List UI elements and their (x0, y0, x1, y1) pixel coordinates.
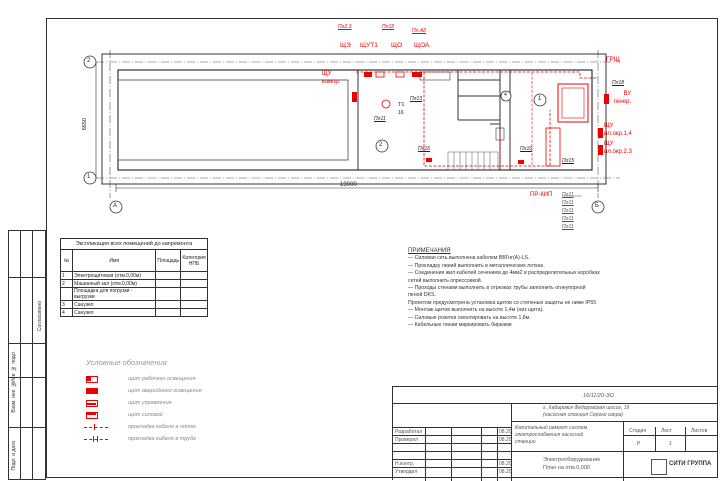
panel-shchu23-icon (598, 145, 603, 155)
tag-pla2: Пл.А2 (412, 28, 426, 34)
sheet-value: 1 (669, 441, 672, 447)
legend-item: прокладка кабеля в лотке (80, 421, 280, 433)
inner-wall (118, 70, 592, 170)
panel-vu-icon (604, 94, 609, 104)
work-title: Капитальный ремонт систем (515, 425, 588, 431)
floor-plan (0, 0, 720, 230)
sheet-header: Лист (661, 428, 672, 434)
legend-item: щит рабочего освещения (80, 373, 280, 385)
title-block: 16/11/20-ЭО г. Хабаровск Федоровская шоссе, 19 (насосная станция Серого озера) Капитальный ремонт систем электроснабжения насосной станции Стадия Лист Листов Р 1 Разработал Проверил Н.контр. Утвердил 08.20 08.20 08.20 08.20 Электрооборудование План на отм.0,000 СИТИ ГРУППА (392, 386, 718, 480)
explication-title: Экспликация всех помещений до капремонта (61, 239, 208, 250)
role-checker: Проверил (395, 437, 419, 443)
table-row: 4 Санузел (61, 309, 208, 317)
role-approver: Утвердил (395, 469, 418, 475)
work-title-2: электроснабжения насосной (515, 432, 584, 438)
address-2: (насосная станция Серого озера) (543, 412, 623, 418)
tag-list-1: Пл11 (562, 192, 574, 198)
axis-label-1: 1 (87, 174, 91, 180)
panel-shche-icon (364, 72, 372, 77)
emergency-light-panel-icon (84, 388, 108, 394)
dim-width: 19000 (340, 182, 357, 188)
col-area: Площадь (156, 250, 181, 272)
role-norm-control: Н.контр. (395, 461, 415, 467)
notes-block: ПРИМЕЧАНИЯ — Силовая сеть выполнена кабелем ВВГнг(А)-LS. — Прокладку линий выполнить в металлических лотках. — Соединения жил кабелей сечением до 4мм2 в распределительных коробках сетей выполнить опрессовкой. — Проходы стенами выполнить в отрезках трубы заполнить огнеупорной пеной DKS. Проектом предусмотрена установка щитов со степенью защиты не ниже IP55 — Монтаж щитов выполнить на высоте 1,4м (низ щита). — Силовые розетки смонтировать на высоте 1,8м. — Кабельные линии маркировать бирками (408, 248, 708, 329)
panel-shchut1-icon (376, 72, 384, 77)
power-panel-icon (84, 412, 108, 418)
room-1: 1 (538, 96, 542, 102)
control-panel-icon (84, 400, 108, 406)
stage-value: Р (637, 441, 641, 447)
address: г. Хабаровск Федоровская шоссе, 19 (543, 405, 630, 411)
sheets-header: Листов (691, 428, 708, 434)
legend-title: Условные обозначения (86, 358, 167, 367)
room-2: 2 (379, 142, 383, 148)
doc-code: 16/11/20-ЭО (583, 393, 614, 399)
loading-area (118, 80, 348, 160)
side-label-inv: Инв. № подл. (11, 351, 17, 383)
dim-height: 6650 (82, 118, 88, 131)
cable-pipe-icon (84, 436, 108, 442)
axis-label-a: А (113, 203, 118, 209)
tag-list-3: Пл11 (562, 208, 574, 214)
col-name: Имя (73, 250, 156, 272)
socket-2-icon (426, 158, 432, 162)
label-shchut1: ЩУТ1 (360, 42, 378, 49)
label-vu-gener: ВУ генер. (614, 91, 632, 105)
panel-shchoa-icon (412, 72, 422, 77)
tag-pl18: Пл18 (612, 80, 625, 86)
tag-pl13: Пл13 (410, 96, 423, 102)
label-shche: ЩЭ (340, 42, 351, 49)
tag-pl16b: Пл16 (520, 146, 533, 152)
tag-pl15: Пл15 (562, 158, 575, 164)
label-prkip: ПР-КИП (530, 192, 553, 198)
label-shchu-il23: ЩУ ил.окр.2,3 (604, 141, 632, 155)
grshch-outline (558, 84, 588, 122)
logo-icon (651, 459, 667, 475)
work-title-3: станции (515, 439, 536, 445)
label-grshch: ГРЩ (606, 56, 620, 63)
room-4: 4 (504, 92, 507, 98)
label-shchu-kompr: ЩУ компр. (322, 71, 341, 85)
axis-label-2: 2 (87, 58, 91, 64)
working-light-panel-icon (84, 376, 108, 382)
label-t1-16: 16 (398, 110, 404, 116)
drawing-title: Электрооборудование (543, 457, 601, 463)
tag-list-2: Пл11 (562, 200, 574, 206)
panel-shchu-kompr-icon (352, 92, 357, 102)
role-developer: Разработал (395, 429, 423, 435)
side-label-agreed: Согласовано (37, 301, 43, 332)
cable-tray-icon (84, 424, 108, 430)
binding-band (8, 230, 46, 480)
tag-pl16: Пл16 (418, 146, 431, 152)
table-row: 1 Электрощитовая (отм.0,00м) (61, 272, 208, 280)
legend-item: прокладка кабеля в трубе (80, 433, 280, 445)
tag-list-5: Пл11 (562, 224, 574, 230)
col-number: № (61, 250, 73, 272)
cable-route-top (356, 72, 598, 78)
logo-text: СИТИ ГРУППА (669, 461, 712, 467)
table-row: Площадка для погрузки - выгрузки (61, 288, 208, 301)
legend-item: щит аварийного освещения (80, 385, 280, 397)
explication-table (60, 238, 208, 317)
legend-item: щит силовой (80, 409, 280, 421)
label-shchoa: ЩОА (414, 42, 430, 49)
drawing-title-2: План на отм.0,000 (543, 465, 590, 471)
label-shcho: ЩО (391, 42, 403, 49)
legend-item: щит управления (80, 397, 280, 409)
label-t1: Т1 (398, 102, 405, 108)
motor-icon (382, 100, 390, 108)
tag-pl12: Пл12 (382, 24, 395, 30)
tag-pl23: Пл2.3 (338, 24, 352, 30)
col-category: Категория НПБ (181, 250, 208, 272)
socket-icon (518, 160, 524, 164)
tag-list-4: Пл11 (562, 216, 574, 222)
outer-wall (102, 54, 606, 184)
side-label-sign: Подп. и дата (11, 441, 17, 471)
table-row: 3 Санузел (61, 301, 208, 309)
legend (80, 358, 280, 445)
panel-shchu14-icon (598, 128, 603, 138)
stage-header: Стадия (629, 428, 647, 434)
axis-label-b: Б (595, 203, 599, 209)
table-row: 2 Машинный зал (отм.0,00м) (61, 280, 208, 288)
label-shchu-il14: ЩУ ил.окр.1,4 (604, 123, 632, 137)
tag-pl11: Пл11 (374, 116, 386, 122)
side-label-replace: Взам. инв. № (11, 381, 17, 413)
panel-shcho-icon (396, 72, 404, 77)
notes-heading: ПРИМЕЧАНИЯ (408, 248, 451, 254)
